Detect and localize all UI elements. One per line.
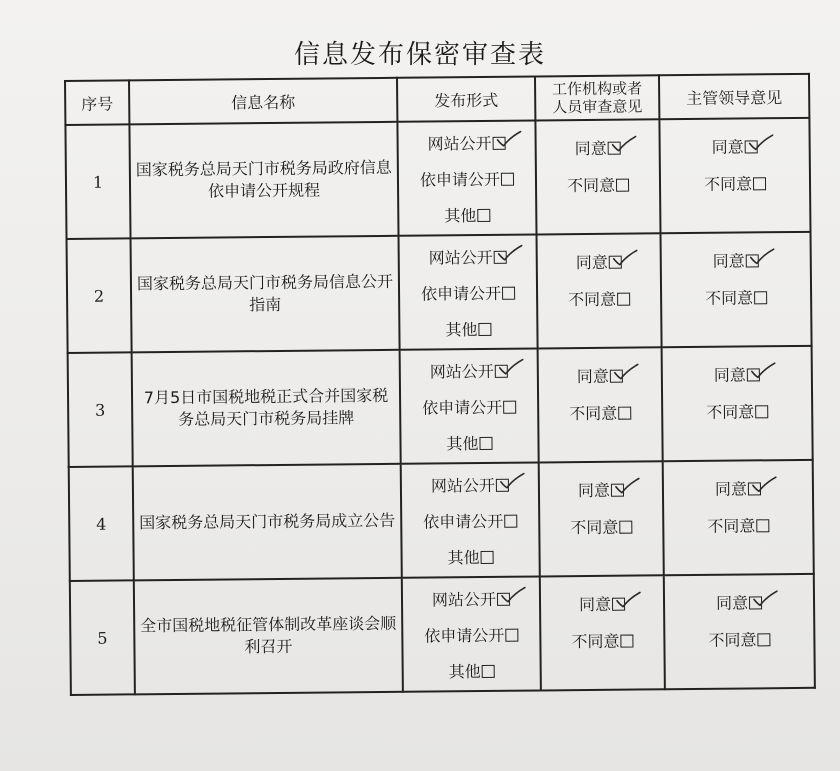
checkmark-icon	[614, 477, 640, 495]
option-disagree-label: 不同意	[566, 175, 616, 196]
option-agree[interactable]	[579, 592, 625, 615]
checkbox-icon[interactable]	[493, 136, 506, 149]
checkbox-icon[interactable]	[756, 519, 769, 532]
row-dept-review	[535, 119, 660, 234]
option-disagree-label: 不同意	[570, 517, 619, 538]
option-apply-public-label: 依申请公开	[423, 511, 504, 532]
option-web-public-label: 网站公开	[429, 361, 494, 382]
row-dept-review	[537, 233, 662, 348]
row-publish-form	[397, 120, 536, 235]
row-seq: 1	[65, 124, 130, 239]
row-info-name: 国家税务总局天门市税务局政府信息依申请公开规程	[129, 122, 398, 239]
header-dept-line1: 工作机构或者	[552, 79, 643, 99]
option-web-public[interactable]	[429, 244, 507, 268]
option-other[interactable]	[445, 316, 491, 339]
option-other-label: 其他	[447, 547, 480, 567]
row-leader-review	[662, 346, 813, 461]
row-seq: 5	[70, 580, 135, 695]
checkmark-icon	[752, 590, 778, 608]
option-leader-disagree[interactable]	[706, 399, 768, 423]
checkbox-icon[interactable]	[479, 436, 492, 449]
checkbox-icon[interactable]	[496, 478, 509, 491]
option-web-public-label: 网站公开	[431, 589, 497, 609]
checkbox-icon[interactable]	[749, 596, 762, 609]
option-disagree[interactable]	[567, 173, 629, 197]
row-dept-review	[539, 461, 664, 576]
row-leader-review	[660, 232, 811, 347]
header-dept-line2: 人员审查意见	[552, 97, 643, 117]
checkbox-icon[interactable]	[609, 256, 622, 269]
checkbox-icon[interactable]	[757, 633, 770, 646]
checkbox-icon[interactable]	[608, 142, 621, 155]
header-dept-review	[535, 75, 659, 120]
header-leader: 主管领导意见	[659, 74, 809, 119]
option-disagree-label: 不同意	[571, 631, 620, 652]
option-agree[interactable]	[577, 364, 623, 387]
table-row	[65, 118, 810, 239]
checkmark-icon	[498, 358, 524, 376]
checkbox-icon[interactable]	[618, 407, 631, 420]
checkbox-icon[interactable]	[753, 177, 766, 190]
checkmark-icon	[611, 136, 637, 154]
checkbox-icon[interactable]	[611, 484, 624, 497]
option-web-public[interactable]	[430, 358, 508, 382]
option-agree-label: 同意	[576, 366, 609, 387]
checkmark-icon	[748, 134, 774, 152]
checkbox-icon[interactable]	[505, 628, 518, 641]
option-leader-agree-label: 同意	[711, 137, 744, 157]
option-leader-disagree-label: 不同意	[705, 288, 754, 308]
option-disagree[interactable]	[568, 287, 630, 311]
checkbox-icon[interactable]	[481, 550, 494, 563]
checkbox-icon[interactable]	[620, 635, 633, 648]
checkbox-icon[interactable]	[754, 291, 767, 304]
option-disagree-label: 不同意	[569, 403, 618, 424]
option-leader-agree[interactable]	[713, 248, 759, 271]
option-leader-agree-label: 同意	[713, 365, 746, 385]
checkbox-icon[interactable]	[748, 482, 761, 495]
option-web-public-label: 网站公开	[430, 475, 495, 495]
option-other[interactable]	[446, 430, 492, 453]
option-leader-agree-label: 同意	[712, 251, 745, 271]
checkbox-icon[interactable]	[616, 179, 629, 192]
row-info-name: 全市国税地税征管体制改革座谈会顺利召开	[134, 578, 403, 695]
checkmark-icon	[615, 591, 641, 609]
header-seq: 序号	[65, 80, 129, 125]
checkbox-icon[interactable]	[504, 514, 517, 527]
option-web-public[interactable]	[431, 472, 509, 496]
checkbox-icon[interactable]	[619, 521, 632, 534]
option-other-label: 其他	[448, 661, 481, 681]
option-agree-label: 同意	[575, 252, 608, 273]
option-other-label: 其他	[446, 433, 479, 453]
checkbox-icon[interactable]	[745, 140, 758, 153]
document-title: 信息发布保密审查表	[293, 40, 546, 70]
option-leader-disagree[interactable]	[707, 513, 769, 537]
option-leader-agree[interactable]	[716, 590, 762, 613]
row-leader-review	[659, 118, 810, 233]
checkmark-icon	[613, 363, 639, 381]
checkmark-icon	[751, 476, 777, 494]
option-leader-disagree[interactable]	[704, 171, 766, 195]
row-leader-review	[664, 574, 815, 689]
checkbox-icon[interactable]	[478, 322, 491, 335]
review-table	[64, 73, 816, 696]
option-leader-disagree-label: 不同意	[706, 402, 755, 422]
checkbox-icon[interactable]	[503, 400, 516, 413]
row-seq: 3	[68, 352, 133, 467]
option-agree[interactable]	[575, 136, 621, 159]
checkbox-icon[interactable]	[502, 286, 515, 299]
option-other[interactable]	[449, 658, 495, 681]
option-apply-public[interactable]	[423, 508, 517, 532]
option-apply-public[interactable]	[420, 166, 514, 190]
option-leader-agree-label: 同意	[714, 479, 748, 499]
row-info-name: 国家税务总局天门市税务局信息公开指南	[131, 236, 400, 353]
option-other[interactable]	[447, 544, 493, 567]
option-leader-agree-label: 同意	[715, 593, 749, 613]
option-agree-label: 同意	[574, 138, 607, 159]
option-agree[interactable]	[578, 478, 624, 501]
checkmark-icon	[612, 250, 638, 268]
checkmark-icon	[499, 472, 525, 490]
header-name: 信息名称	[129, 78, 397, 125]
checkbox-icon[interactable]	[747, 368, 760, 381]
option-leader-disagree-label: 不同意	[707, 516, 756, 536]
option-leader-disagree[interactable]	[708, 627, 770, 651]
row-publish-form	[399, 234, 538, 349]
option-other-label: 其他	[444, 205, 477, 225]
checkmark-icon	[500, 586, 526, 604]
table-row	[67, 232, 812, 353]
header-row	[65, 74, 809, 125]
checkbox-icon[interactable]	[501, 172, 514, 185]
checkmark-icon	[497, 244, 523, 262]
option-agree-label: 同意	[578, 594, 612, 615]
table-row	[69, 460, 814, 581]
row-info-name: 7月5日市国税地税正式合并国家税务总局天门市税务局挂牌	[132, 350, 401, 467]
row-dept-review	[540, 575, 665, 690]
checkmark-icon	[749, 248, 775, 266]
option-disagree-label: 不同意	[568, 289, 617, 310]
option-leader-disagree-label: 不同意	[703, 174, 753, 194]
option-web-public[interactable]	[427, 130, 505, 154]
row-leader-review	[663, 460, 814, 575]
option-disagree[interactable]	[570, 515, 632, 539]
row-publish-form	[402, 576, 541, 691]
checkbox-icon[interactable]	[617, 293, 630, 306]
checkbox-icon[interactable]	[610, 370, 623, 383]
option-leader-agree[interactable]	[712, 134, 758, 157]
table-row	[70, 574, 815, 695]
option-apply-public[interactable]	[424, 622, 518, 646]
option-agree[interactable]	[576, 250, 622, 273]
option-apply-public-label: 依申请公开	[424, 625, 505, 646]
option-other-label: 其他	[445, 319, 478, 339]
checkbox-icon[interactable]	[477, 208, 490, 221]
option-web-public-label: 网站公开	[427, 133, 492, 154]
checkmark-icon	[750, 362, 776, 380]
option-leader-agree[interactable]	[714, 362, 760, 385]
checkbox-icon[interactable]	[755, 405, 768, 418]
option-other[interactable]	[444, 202, 490, 225]
option-agree-label: 同意	[577, 480, 611, 501]
option-web-public[interactable]	[432, 586, 510, 610]
option-apply-public-label: 依申请公开	[422, 397, 503, 418]
option-apply-public-label: 依申请公开	[419, 169, 501, 190]
row-dept-review	[538, 347, 663, 462]
option-disagree[interactable]	[569, 401, 631, 425]
table-row	[68, 346, 813, 467]
option-disagree[interactable]	[571, 629, 633, 653]
checkbox-icon[interactable]	[612, 598, 625, 611]
option-leader-agree[interactable]	[715, 476, 761, 499]
option-leader-disagree-label: 不同意	[708, 630, 757, 650]
option-apply-public[interactable]	[421, 280, 515, 304]
checkbox-icon[interactable]	[495, 364, 508, 377]
row-seq: 2	[67, 238, 132, 353]
row-seq: 4	[69, 466, 134, 581]
header-form: 发布形式	[397, 76, 535, 121]
option-web-public-label: 网站公开	[428, 247, 493, 268]
checkbox-icon[interactable]	[482, 664, 495, 677]
checkmark-icon	[496, 130, 522, 148]
row-publish-form	[400, 348, 539, 463]
option-apply-public-label: 依申请公开	[420, 283, 502, 304]
checkbox-icon[interactable]	[746, 254, 759, 267]
row-info-name: 国家税务总局天门市税务局成立公告	[133, 464, 402, 581]
row-publish-form	[401, 462, 540, 577]
checkbox-icon[interactable]	[494, 250, 507, 263]
checkbox-icon[interactable]	[497, 592, 510, 605]
option-apply-public[interactable]	[422, 394, 516, 418]
option-leader-disagree[interactable]	[705, 285, 767, 309]
